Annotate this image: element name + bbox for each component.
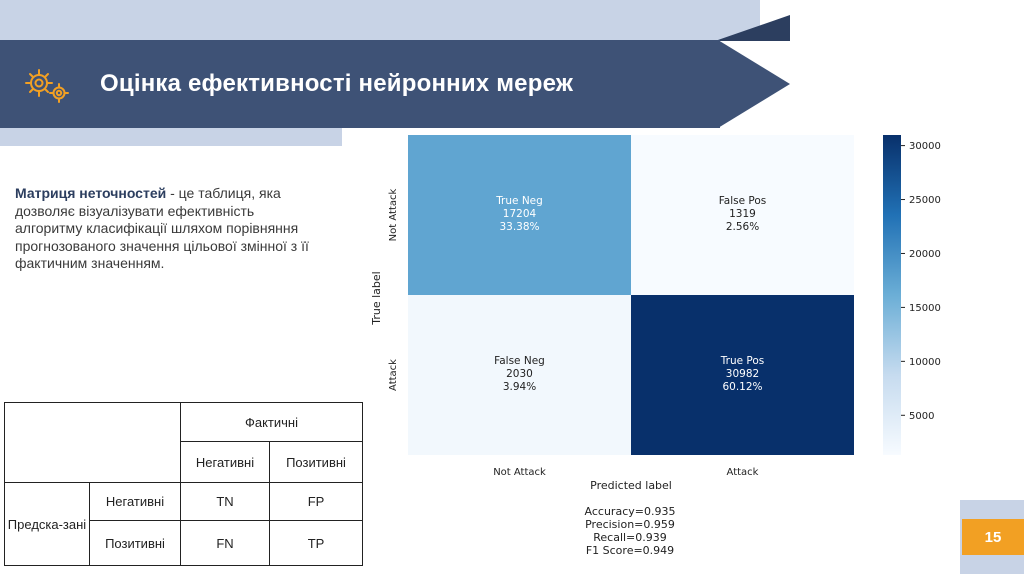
cell-label-1: False Pos <box>718 195 767 207</box>
table-col-positive: Позитивні <box>270 442 363 483</box>
y-tick-label: Attack <box>388 359 399 391</box>
y-tick-label: Not Attack <box>388 188 399 242</box>
table-empty-corner <box>5 403 181 483</box>
colorbar <box>883 135 901 455</box>
metric-line-1: Precision=0.959 <box>585 518 675 531</box>
cell-label-3: True Pos <box>720 355 765 367</box>
cell-count-1: 1319 <box>729 208 756 220</box>
cell-count-0: 17204 <box>502 208 537 220</box>
x-tick-label: Not Attack <box>493 467 546 478</box>
y-axis-label: True label <box>370 271 383 325</box>
description-text <box>15 185 315 273</box>
cell-label-0: True Neg <box>496 195 543 207</box>
metric-line-0: Accuracy=0.935 <box>584 505 676 518</box>
table-cell-tn: TN <box>181 483 270 521</box>
slide-title: Оцінка ефективності нейронних мереж <box>100 70 574 97</box>
colorbar-tick-label: 30000 <box>909 141 941 153</box>
confusion-table <box>4 402 363 566</box>
table-cell-fn: FN <box>181 521 270 566</box>
cell-percent-1: 2.56% <box>725 221 760 233</box>
colorbar-tick-label: 20000 <box>909 248 941 260</box>
x-axis-label: Predicted label <box>590 479 672 492</box>
cell-label-2: False Neg <box>494 355 545 367</box>
table-cell-fp: FP <box>270 483 363 521</box>
metric-line-2: Recall=0.939 <box>593 531 667 544</box>
cell-percent-0: 33.38% <box>499 221 540 233</box>
colorbar-tick-label: 10000 <box>909 356 941 368</box>
confusion-matrix-chart <box>364 130 964 560</box>
table-row-negative: Негативні <box>90 483 181 521</box>
cell-count-2: 2030 <box>506 368 533 380</box>
description-term: Матриця неточностей <box>15 185 167 201</box>
table-predicted-header: Предска-зані <box>5 483 90 566</box>
table-row-positive: Позитивні <box>90 521 181 566</box>
cell-percent-3: 60.12% <box>722 381 763 393</box>
metric-line-3: F1 Score=0.949 <box>585 544 675 557</box>
gears-icon <box>22 66 72 104</box>
x-tick-label: Attack <box>726 467 759 478</box>
description-body: - це таблиця, яка дозволяє візуалізувати ефективність алгоритму класифікації шляхом порівняння прогнозованого значення цільової змінної з її фактичним значенням. <box>15 185 309 271</box>
table-actual-header: Фактичні <box>181 403 363 442</box>
cell-count-3: 30982 <box>725 368 760 380</box>
header-accent-triangle <box>715 15 790 41</box>
page-number: 15 <box>962 519 1024 555</box>
colorbar-tick-label: 15000 <box>909 302 941 314</box>
header-top-band <box>0 0 760 40</box>
cell-percent-2: 3.94% <box>502 381 537 393</box>
title-bar-arrow <box>718 40 790 128</box>
colorbar-tick-label: 25000 <box>909 195 941 207</box>
table-col-negative: Негативні <box>181 442 270 483</box>
title-under-band <box>0 128 342 146</box>
table-cell-tp: TP <box>270 521 363 566</box>
colorbar-tick-label: 5000 <box>909 410 935 422</box>
